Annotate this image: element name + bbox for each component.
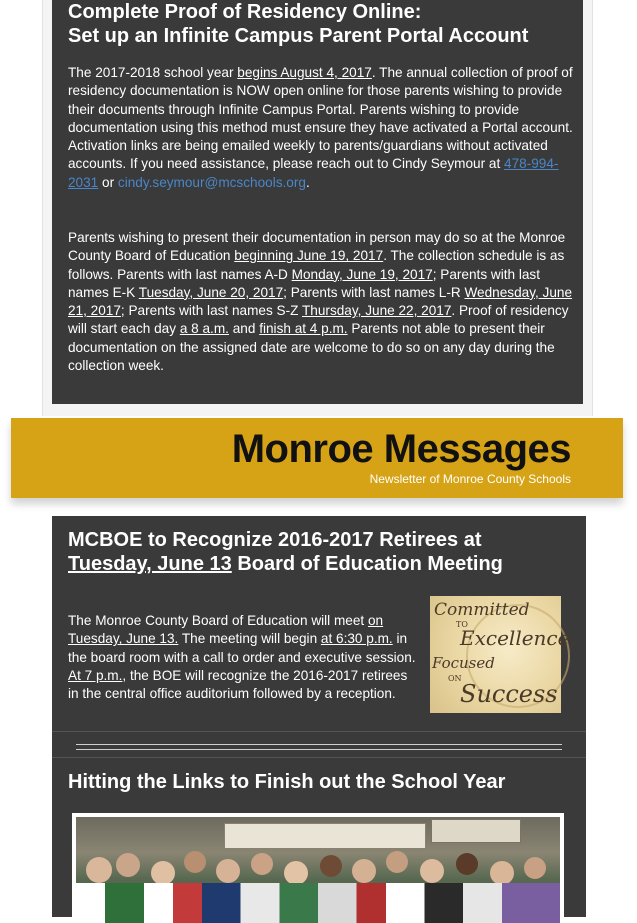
retirees-article-body: The Monroe County Board of Education will meet on Tuesday, June 13. The meeting will begin at 6:30 p.m. in the board room with a call to order and executive session. At 7 p.m., the BOE will recognize the 2016-2017 retirees in the central office auditorium followed by a reception.: [68, 613, 416, 702]
golf-article: [52, 757, 586, 917]
title-line-2: Set up an Infinite Campus Parent Portal Account: [68, 25, 529, 47]
residency-article: [52, 0, 583, 404]
residency-article-title: [68, 0, 578, 48]
golf-article-title: Hitting the Links to Finish out the School Year: [68, 771, 506, 793]
phone-link[interactable]: 478-994-2031: [68, 156, 559, 190]
divider-rule: [76, 744, 562, 750]
clubhouse-sign: [224, 823, 426, 849]
masthead-subtitle: Newsletter of Monroe County Schools: [369, 472, 571, 486]
email-link[interactable]: cindy.seymour@mcschools.org: [117, 174, 306, 190]
begin-date: begins August 4, 2017: [237, 65, 372, 80]
masthead-banner: [11, 418, 623, 498]
section-divider: [52, 731, 586, 758]
residency-paragraph-1: The 2017-2018 school year begins August 4, 2017. The annual collection of proof of residency documentation is NOW open online for those parents wishing to provide their documents through Infinite Campus Portal. Parents wishing to provide documentation using this method must ensure they have activated a Portal account. Activation links are being emailed weekly to parents/guardians without activated accounts. If you need assistance, please reach out to Cindy Seymour at 478-994-2031 or cindy.seymour@mcschools.org.: [68, 65, 573, 190]
residency-paragraph-2: Parents wishing to present their documentation in person may do so at the Monroe County Board of Education beginning June 19, 2017. The collection schedule is as follows. Parents with last names A-D Monday, June 19, 2017; Parents with last names E-K Tuesday, June 20, 2017; Parents with last names L-R Wednesday, June 21, 2017; Parents with last names S-Z Thursday, June 22, 2017. Proof of residency will start each day a 8 a.m. and finish at 4 p.m. Parents not able to present their documentation on the assigned date are welcome to do so on any day during the collection week.: [68, 230, 573, 374]
clubhouse-sign-2: [431, 819, 521, 843]
golf-group-photo: [72, 813, 564, 923]
district-seal-image: Committed TO Excellence, Focused ON Success: [430, 596, 561, 713]
group-photo: [76, 817, 560, 919]
retirees-article-title: MCBOE to Recognize 2016-2017 Retirees at Tuesday, June 13 Board of Education Meeting: [68, 529, 503, 575]
masthead-title: Monroe Messages: [231, 427, 571, 471]
title-line-1: Complete Proof of Residency Online:: [68, 1, 422, 23]
retirees-article: [52, 516, 586, 731]
